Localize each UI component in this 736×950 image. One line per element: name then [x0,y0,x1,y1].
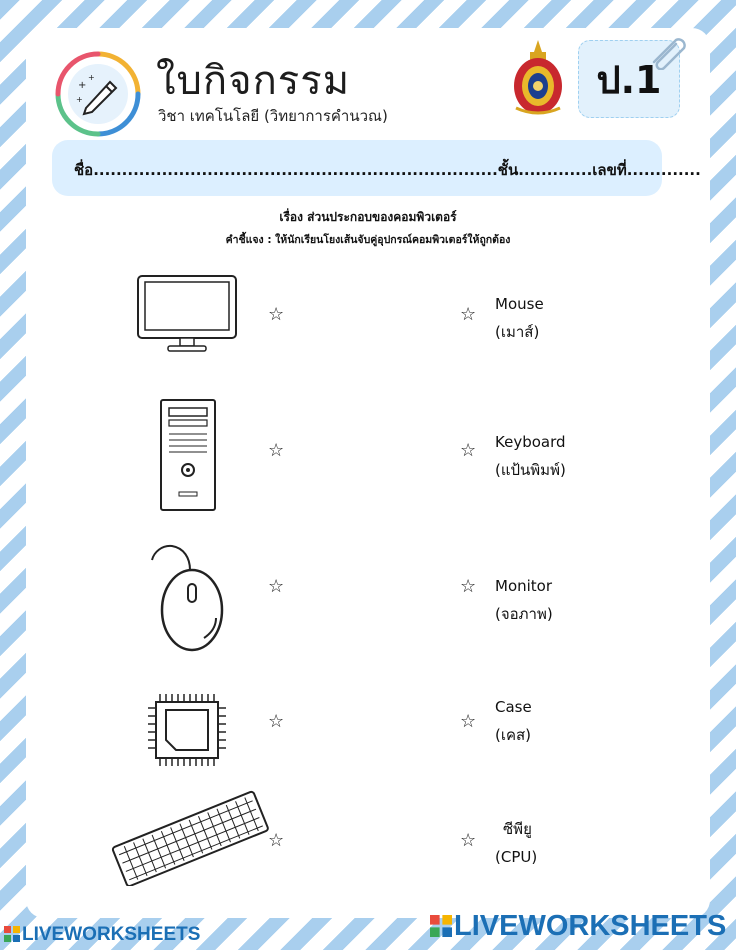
monitor-icon [136,274,238,354]
answer-th: (CPU) [495,848,538,866]
page-title: ใบกิจกรรม [156,58,351,104]
match-point-left[interactable]: ☆ [268,440,285,461]
watermark-left-text: LIVEWORKSHEETS [22,924,201,945]
answer-label [495,290,544,346]
answer-label [495,693,532,749]
grade-label: ป.1 [596,57,662,102]
answer-en: ซีพียู [503,820,532,838]
svg-text:+: + [78,80,87,91]
cpu-chip-icon [146,692,228,768]
liveworksheets-logo-icon [430,915,452,937]
answer-th: (เคส) [495,726,532,744]
school-emblem-icon [510,38,566,118]
match-point-right[interactable]: ☆ [460,830,477,851]
answer-th: (แป้นพิมพ์) [495,461,566,479]
svg-text:+: + [88,73,95,82]
svg-text:+: + [76,95,83,104]
match-point-left[interactable]: ☆ [268,304,285,325]
answer-en: Monitor [495,577,553,595]
student-info-bar [52,140,701,196]
match-point-right[interactable]: ☆ [460,711,477,732]
match-point-left[interactable]: ☆ [268,830,285,851]
answer-th: (จอภาพ) [495,605,553,623]
worksheet-instruction: คำชี้แจง : ให้นักเรียนโยงเส้นจับคู่อุปกรณ์คอมพิวเตอร์ให้ถูกต้อง [225,234,511,246]
student-info-line: ชื่อ.......................................................................ชั้น.............เลขที่............. [74,161,701,179]
answer-label [495,572,553,628]
paperclip-icon [646,32,690,70]
match-point-right[interactable]: ☆ [460,440,477,461]
answer-en: Case [495,698,532,716]
match-point-right[interactable]: ☆ [460,576,477,597]
watermark-right-text: LIVEWORKSHEETS [454,910,727,942]
answer-label [495,815,537,871]
keyboard-icon [106,790,274,886]
match-point-left[interactable]: ☆ [268,576,285,597]
liveworksheets-logo-icon [4,926,20,942]
subject-subtitle: วิชา เทคโนโลยี (วิทยาการคำนวณ) [158,107,388,125]
worksheet-page [26,28,710,918]
worksheet-topic: เรื่อง ส่วนประกอบของคอมพิวเตอร์ [279,210,457,224]
answer-label [495,428,566,484]
watermark-right [430,910,726,943]
answer-en: Mouse [495,295,544,313]
match-point-left[interactable]: ☆ [268,711,285,732]
answer-en: Keyboard [495,433,566,451]
pencil-logo-icon [50,46,146,142]
computer-case-icon [159,398,217,512]
answer-th: (เมาส์) [495,323,540,341]
mouse-icon [150,540,228,652]
watermark-left [4,924,200,946]
match-point-right[interactable]: ☆ [460,304,477,325]
